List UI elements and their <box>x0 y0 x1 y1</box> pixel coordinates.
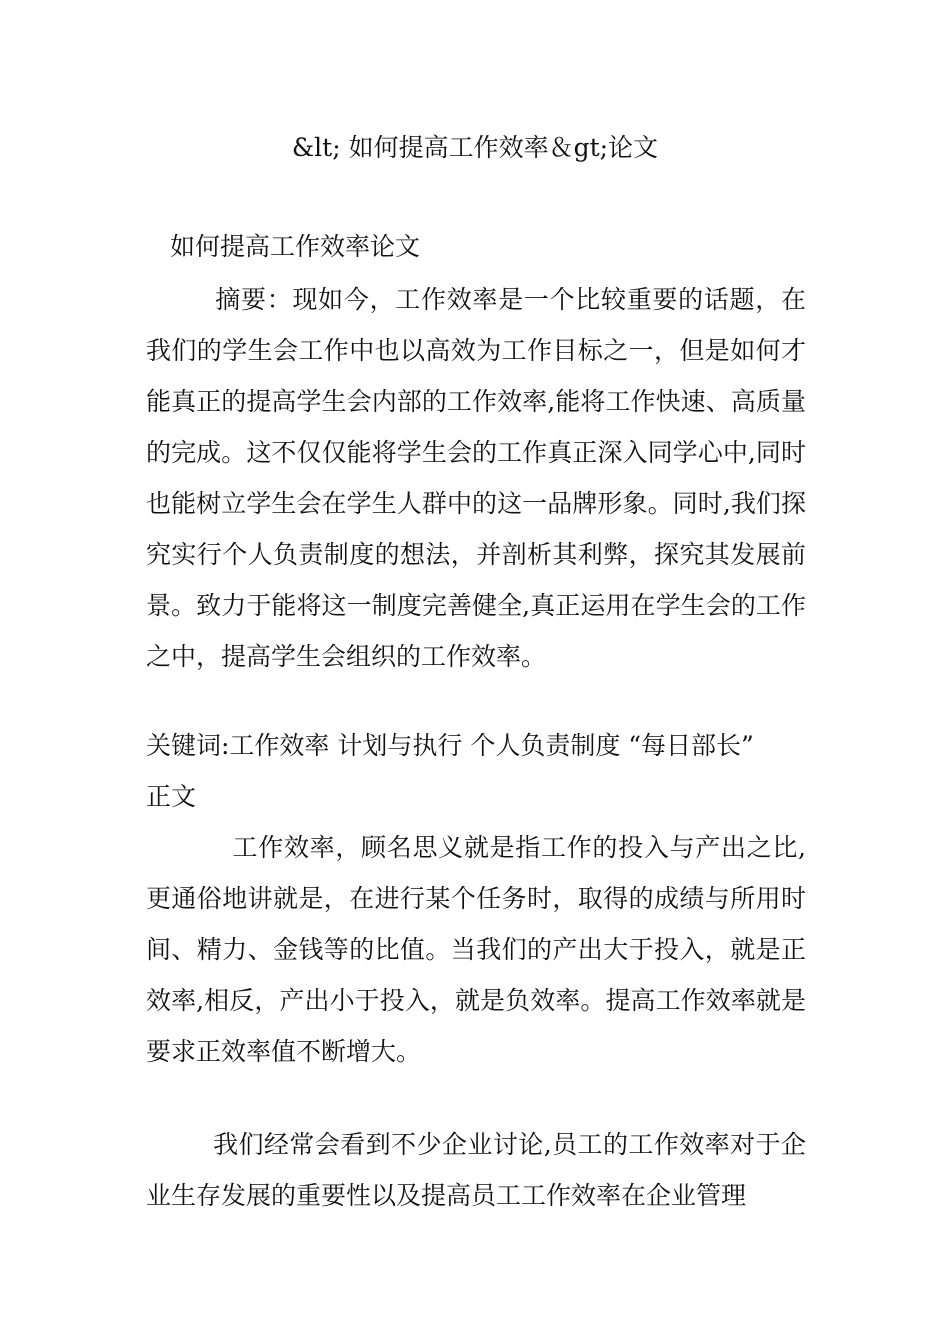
abstract-paragraph: 摘要：现如今，工作效率是一个比较重要的话题，在我们的学生会工作中也以高效为工作目标之一，但是如何才能真正的提高学生会内部的工作效率,能将工作快速、高质量的完成。这不仅仅能将学生会的工作真正深入同学心中,同时也能树立学生会在学生人群中的这一品牌形象。同时,我们探究实行个人负责制度的想法，并剖析其利弊，探究其发展前景。致力于能将这一制度完善健全,真正运用在学生会的工作之中，提高学生会组织的工作效率。 <box>146 285 806 671</box>
body-paragraph-1: 工作效率，顾名思义就是指工作的投入与产出之比,更通俗地讲就是，在进行某个任务时，取得的成绩与所用时间、精力、金钱等的比值。当我们的产出大于投入，就是正效率,相反，产出小于投入，就是负效率。提高工作效率就是要求正效率值不断增大。 <box>146 833 807 1066</box>
body-paragraph-2: 我们经常会看到不少企业讨论,员工的工作效率对于企业生存发展的重要性以及提高员工工作效率在企业管理 <box>146 1130 807 1210</box>
keywords-line: 关键词:工作效率 计划与执行 个人负责制度 “每日部长” <box>146 731 754 760</box>
document-subtitle: 如何提高工作效率论文 <box>170 232 421 261</box>
body-heading: 正文 <box>146 782 197 811</box>
document-title: &lt; 如何提高工作效率＆gt;论文 <box>291 133 659 162</box>
